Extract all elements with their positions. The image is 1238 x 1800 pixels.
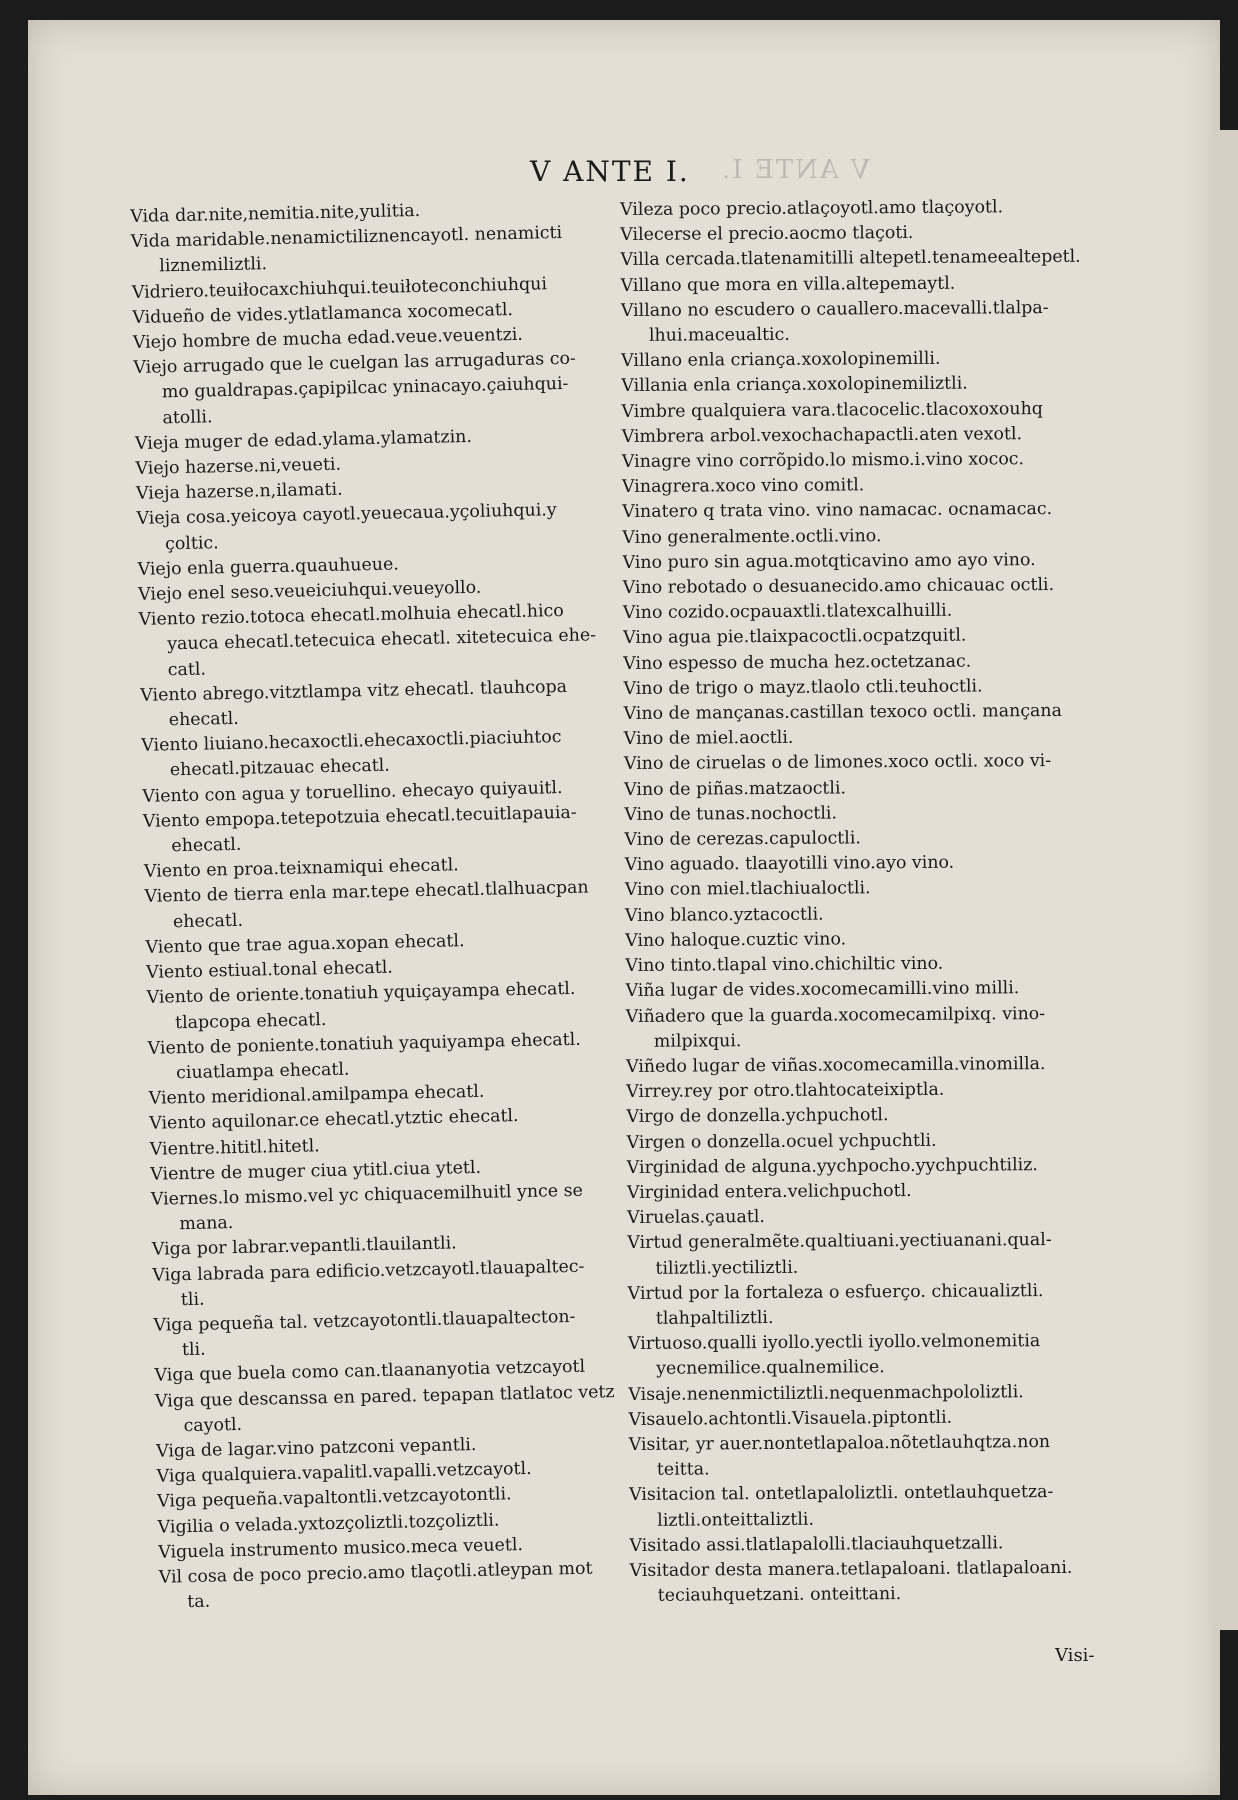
entry-text: Viga que buela como can.tlaananyotia vetzcayotl: [154, 1357, 586, 1387]
entry-text: Villano que mora en villa.altepemaytl.: [620, 273, 956, 296]
entry-text: Visitador desta manera.tetlapaloani. tlatlapaloani.: [629, 1557, 1073, 1581]
entry-text: Vino espesso de mucha hez.octetzanac.: [623, 651, 972, 674]
entry-text: Viento meridional.amilpampa ehecatl.: [148, 1081, 485, 1109]
dictionary-entry: [625, 926, 1105, 955]
entry-text: Vil cosa de poco precio.amo tlaçotli.atleypan mot: [158, 1558, 593, 1588]
dictionary-entry: [628, 1404, 1108, 1433]
entry-text: Vino agua pie.tlaixpacoctli.ocpatzquitl.: [623, 626, 967, 649]
entry-continuation: lhui.maceualtic.: [648, 324, 790, 346]
entry-text: Viejo arrugado que le cuelgan las arrugaduras co-: [133, 348, 577, 379]
entry-continuation: milpixqui.: [653, 1030, 742, 1052]
dictionary-entry: [624, 825, 1104, 854]
dictionary-entry: [626, 1102, 1106, 1131]
dictionary-entry: [624, 749, 1104, 778]
entry-text: Viento que trae agua.xopan ehecatl.: [145, 931, 465, 958]
entry-continuation: liztli.onteittaliztli.: [657, 1509, 815, 1531]
entry-text: Vino de tunas.nochoctli.: [624, 803, 838, 825]
entry-text: Virgo de donzella.ychpuchotl.: [626, 1105, 889, 1128]
entry-text: Vino de cerezas.capuloctli.: [624, 828, 861, 851]
entry-continuation: mana.: [179, 1213, 234, 1235]
entry-text: Virtud generalmẽte.qualtiuani.yectiuanani.qual-: [627, 1230, 1052, 1254]
entry-text: Visitacion tal. ontetlapaloliztli. ontetlauhquetza-: [628, 1482, 1054, 1506]
dictionary-entry: [625, 951, 1105, 980]
entry-text: Vientre de muger ciua ytitl.ciua ytetl.: [150, 1157, 482, 1185]
dictionary-entry: [621, 295, 1101, 349]
show-through-header: V ANTE I.: [720, 155, 870, 185]
dictionary-entry: [629, 1480, 1109, 1534]
dictionary-entry: [621, 270, 1101, 299]
entry-text: Virtuoso.qualli iyollo.yectli iyollo.velmonemitia: [627, 1331, 1041, 1355]
entry-text: Viga labrada para edificio.vetzcayotl.tlauapaltec-: [152, 1256, 585, 1286]
entry-text: Virtud por la fortaleza o esfuerço. chicaualiztli.: [627, 1280, 1044, 1304]
entry-text: Viga que descanssa en pared. tepapan tlatlatoc vetz: [154, 1381, 615, 1412]
entry-text: Vimbrera arbol.vexochachapactli.aten vexotl.: [621, 424, 1023, 447]
dictionary-entry: [628, 1329, 1108, 1383]
dictionary-entry: [628, 1278, 1108, 1332]
entry-continuation: tlapcopa ehecatl.: [174, 1009, 327, 1033]
dictionary-entry: [629, 1430, 1109, 1484]
dictionary-entry: [621, 396, 1101, 425]
entry-text: Vigilia o velada.yxtozçoliztli.tozçoliztli.: [157, 1510, 500, 1538]
entry-continuation: cayotl.: [183, 1414, 243, 1436]
dictionary-entry: [627, 1203, 1107, 1232]
entry-text: Visitar, yr auer.nontetlapaloa.nõtetlauhqtza.non: [628, 1431, 1051, 1455]
entry-text: Vino con miel.tlachiualoctli.: [624, 878, 871, 901]
dictionary-entry: [623, 648, 1103, 677]
dictionary-entry: [626, 1077, 1106, 1106]
dictionary-entry: [627, 1152, 1107, 1181]
entry-text: Vino de ciruelas o de limones.xoco octli. xoco vi-: [623, 751, 1052, 775]
entry-text: Viruelas.çauatl.: [627, 1207, 765, 1229]
entry-continuation: tli.: [181, 1339, 206, 1361]
entry-text: Vino de piñas.matzaoctli.: [624, 778, 847, 800]
entry-text: Viernes.lo mismo.vel yc chiquacemilhuitl ynce se: [150, 1180, 584, 1210]
dictionary-entry: [623, 573, 1103, 602]
entry-text: Villania enla criança.xoxolopinemiliztli.: [621, 373, 968, 397]
entry-text: Vida dar.nite,nemitia.nite,yulitia.: [130, 200, 421, 227]
entry-continuation: yecnemilice.qualnemilice.: [656, 1357, 885, 1380]
entry-continuation: tiliztli.yectiliztli.: [655, 1257, 799, 1279]
dictionary-entry: [627, 1127, 1107, 1156]
dictionary-entry: [620, 220, 1100, 249]
dictionary-entry: [623, 673, 1103, 702]
entry-text: Vimbre qualquiera vara.tlacocelic.tlacoxoxouhq: [621, 398, 1043, 422]
dictionary-entry: [626, 1001, 1106, 1055]
entry-text: Vino de trigo o mayz.tlaolo ctli.teuhoctli.: [623, 676, 983, 699]
entry-continuation: ehecatl.pitzauac ehecatl.: [169, 756, 391, 781]
entry-text: Vidueño de vides.ytlatlamanca xocomecatl.: [132, 299, 514, 328]
dictionary-entry: [625, 850, 1105, 879]
dictionary-entry: [623, 598, 1103, 627]
entry-text: Vileza poco precio.atlaçoyotl.amo tlaçoyotl.: [620, 197, 1004, 220]
right-column: [620, 195, 1110, 1610]
entry-continuation: ehecatl.: [172, 910, 244, 932]
dictionary-entry: [622, 522, 1102, 551]
entry-text: Vinatero q trata vino. vino namacac. ocnamacac.: [622, 499, 1053, 523]
entry-text: Viento con agua y toruellino. ehecayo quiyauitl.: [142, 777, 563, 807]
entry-text: Viento empopa.tetepotzuia ehecatl.tecuitlapauia-: [142, 802, 577, 832]
entry-text: Vino puro sin agua.motqticavino amo ayo vino.: [622, 549, 1036, 573]
entry-text: Vino generalmente.octli.vino.: [622, 525, 882, 548]
entry-text: Viento aquilonar.ce ehecatl.ytztic ehecatl.: [149, 1106, 519, 1135]
entry-text: Viento abrego.vitztlampa vitz ehecatl. tlauhcopa: [140, 676, 568, 706]
entry-text: Vino aguado. tlaayotilli vino.ayo vino.: [624, 852, 955, 876]
entry-text: Viento liuiano.hecaxoctli.ehecaxoctli.piaciuhtoc: [141, 727, 562, 757]
dictionary-entry: [623, 623, 1103, 652]
entry-text: Vino cozido.ocpauaxtli.tlatexcalhuilli.: [622, 600, 953, 624]
entry-continuation: tlahpaltiliztli.: [655, 1307, 774, 1329]
entry-text: Vidriero.teuiłocaxchiuhqui.teuiłoteconchiuhqui: [131, 273, 548, 303]
entry-continuation: ehecatl.: [168, 708, 239, 731]
entry-text: Virginidad entera.velichpuchotl.: [626, 1180, 912, 1203]
entry-text: Vilecerse el precio.aocmo tlaçoti.: [620, 223, 914, 246]
dictionary-entry: [630, 1556, 1110, 1610]
entry-text: Viejo enla guerra.quauhueue.: [137, 554, 400, 580]
entry-text: Viento de tierra enla mar.tepe ehecatl.tlalhuacpan: [144, 878, 589, 908]
entry-text: Visitado assi.tlatlapalolli.tlaciauhquetzalli.: [629, 1533, 1004, 1556]
entry-text: Villano enla criança.xoxolopinemilli.: [621, 348, 941, 372]
entry-text: Viejo hazerse.ni,veueti.: [135, 454, 342, 479]
entry-continuation: ehecatl.: [171, 834, 242, 857]
entry-continuation: teciauhquetzani. onteittani.: [657, 1584, 902, 1606]
dictionary-entry: [621, 346, 1101, 375]
dictionary-entry: [629, 1530, 1109, 1559]
entry-text: Viento en proa.teixnamiqui ehecatl.: [143, 855, 459, 883]
dictionary-entry: [624, 724, 1104, 753]
catchword: Visi-: [1055, 1645, 1095, 1666]
entry-continuation: çoltic.: [164, 532, 219, 554]
entry-text: Vino de mançanas.castillan texoco octli. mançana: [623, 700, 1063, 725]
entry-text: Vinagrera.xoco vino comitl.: [621, 475, 865, 498]
entry-continuation: ciuatlampa ehecatl.: [175, 1059, 350, 1084]
entry-text: Vieja muger de edad.ylama.ylamatzin.: [134, 426, 473, 454]
dictionary-entry: [622, 472, 1102, 501]
entry-text: Viga pequeña.vapaltontli.vetzcayotontli.: [156, 1484, 512, 1513]
entry-text: Vino de miel.aoctli.: [623, 728, 794, 750]
entry-text: Virgen o donzella.ocuel ychpuchtli.: [626, 1130, 937, 1153]
entry-text: Viejo hombre de mucha edad.veue.veuentzi.: [132, 324, 524, 353]
dictionary-entry: [624, 774, 1104, 803]
entry-text: Viñadero que la guarda.xocomecamilpixq. vino-: [625, 1003, 1046, 1027]
entry-text: Vino rebotado o desuanecido.amo chicauac octli.: [622, 575, 1055, 599]
entry-continuation: tli.: [180, 1289, 205, 1310]
dictionary-entry: [622, 421, 1102, 450]
dictionary-entry: [622, 547, 1102, 576]
dictionary-entry: [625, 976, 1105, 1005]
dictionary-entry: [625, 900, 1105, 929]
entry-continuation: teitta.: [656, 1459, 710, 1480]
entry-text: Vino blanco.yztacoctli.: [624, 904, 824, 926]
entry-text: Viga de lagar.vino patzconi vepantli.: [155, 1434, 477, 1462]
entry-text: Viento rezio.totoca ehecatl.molhuia ehecatl.hico: [138, 601, 564, 631]
dictionary-entry: [627, 1178, 1107, 1207]
dictionary-entry: [624, 800, 1104, 829]
dictionary-entry: [626, 1052, 1106, 1081]
entry-text: Vieja cosa.yeicoya cayotl.yeuecaua.yçoliuhqui.y: [136, 500, 557, 530]
entry-text: Visauelo.achtontli.Visauela.piptontli.: [628, 1407, 953, 1430]
entry-text: Virginidad de alguna.yychpocho.yychpuchtiliz.: [626, 1154, 1038, 1178]
dictionary-entry: [133, 346, 614, 432]
entry-text: Vino tinto.tlapal vino.chichiltic vino.: [625, 953, 944, 977]
dictionary-entry: [627, 1228, 1107, 1282]
dictionary-entry: [622, 497, 1102, 526]
dictionary-entry: [625, 875, 1105, 904]
entry-text: Viga qualquiera.vapalitl.vapalli.vetzcayotl.: [156, 1459, 532, 1487]
entry-text: Villano no escudero o cauallero.macevalli.tlalpa-: [620, 297, 1049, 321]
entry-text: Vientre.hititl.hitetl.: [149, 1135, 320, 1160]
dictionary-entry: [624, 699, 1104, 728]
entry-text: Virrey.rey por otro.tlahtocateixiptla.: [626, 1079, 945, 1103]
entry-text: Vieja hazerse.n,ilamati.: [135, 479, 343, 505]
dictionary-entry: [138, 598, 619, 684]
entry-continuation: liznemiliztli.: [159, 254, 268, 277]
entry-text: Vinagre vino corrõpido.lo mismo.i.vino xococ.: [621, 449, 1025, 473]
entry-text: Viento de poniente.tonatiuh yaquiyampa ehecatl.: [147, 1029, 581, 1059]
entry-text: Viejo enel seso.veueiciuhqui.veueyollo.: [137, 577, 482, 605]
entry-continuation: yauca ehecatl.tetecuica ehecatl. xitetecuica ehe-catl.: [167, 625, 597, 680]
entry-text: Visaje.nenenmictiliztli.nequenmachpololiztli.: [628, 1381, 1024, 1405]
entry-text: Vida maridable.nenamictiliznencayotl. nenamicti: [130, 223, 563, 253]
dictionary-entry: [159, 1556, 640, 1616]
dictionary-entry: [622, 447, 1102, 476]
entry-continuation: mo gualdrapas.çapipilcac yninacayo.çaiuhqui-atolli.: [161, 374, 569, 428]
adjacent-page-edge: [1215, 130, 1238, 1630]
dictionary-entry: [621, 371, 1101, 400]
entry-text: Viga pequeña tal. vetzcayotontli.tlauapaltecton-: [153, 1306, 576, 1336]
entry-text: Viento de oriente.tonatiuh yquiçayampa ehecatl.: [146, 979, 576, 1009]
entry-text: Viento estiual.tonal ehecatl.: [145, 957, 394, 983]
dictionary-entry: [620, 245, 1100, 274]
running-header: V ANTE I.: [530, 155, 690, 188]
entry-text: Viñedo lugar de viñas.xocomecamilla.vinomilla.: [625, 1053, 1046, 1077]
entry-text: Viguela instrumento musico.meca veuetl.: [158, 1534, 524, 1563]
entry-text: Viña lugar de vides.xocomecamilli.vino milli.: [625, 978, 1020, 1002]
entry-text: Viga por labrar.vepantli.tlauilantli.: [151, 1233, 457, 1261]
entry-text: Villa cercada.tlatenamitilli altepetl.tenameealtepetl.: [620, 247, 1081, 271]
dictionary-entry: [620, 195, 1100, 224]
entry-continuation: ta.: [187, 1591, 211, 1613]
entry-text: Vino haloque.cuztic vino.: [625, 929, 847, 951]
left-column: [130, 195, 639, 1616]
dictionary-entry: [628, 1379, 1108, 1408]
